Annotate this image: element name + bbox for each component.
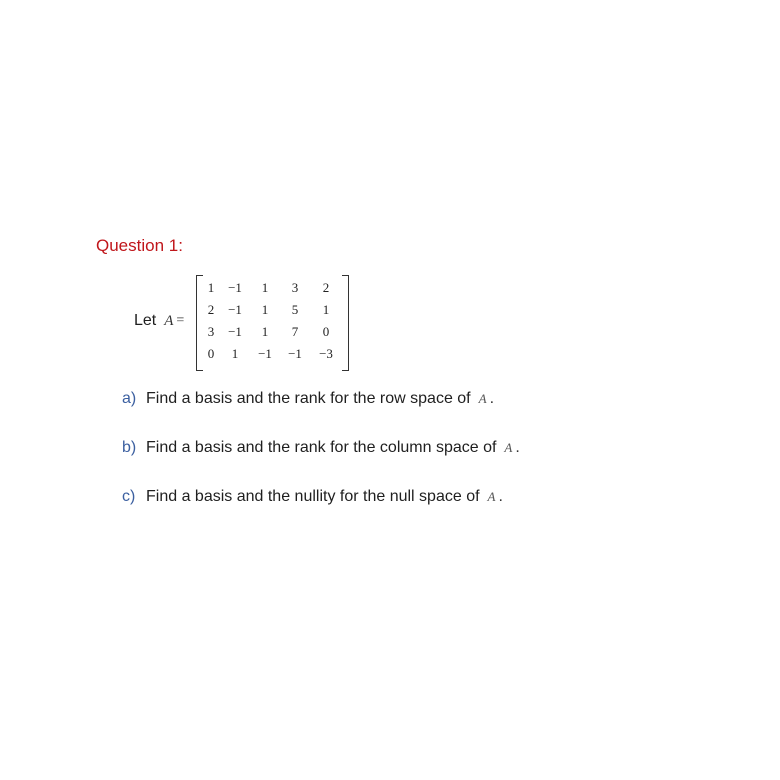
matrix-cell: 2 bbox=[322, 280, 330, 295]
part-a bbox=[122, 390, 494, 408]
part-text: Find a basis and the rank for the column space of bbox=[146, 439, 497, 456]
part-period: . bbox=[498, 488, 503, 505]
part-variable: A bbox=[487, 489, 496, 504]
matrix-cell: 1 bbox=[261, 324, 269, 339]
part-label: a) bbox=[122, 390, 137, 407]
matrix-cell: 1 bbox=[207, 280, 215, 295]
part-variable: A bbox=[478, 391, 487, 406]
matrix-cell: 5 bbox=[291, 302, 299, 317]
matrix-cell: 1 bbox=[261, 280, 269, 295]
matrix-cell: 1 bbox=[231, 346, 239, 361]
matrix-cell: 3 bbox=[291, 280, 299, 295]
matrix-grid bbox=[202, 277, 342, 365]
matrix-cell: 7 bbox=[291, 324, 299, 339]
matrix-cell: 2 bbox=[207, 302, 215, 317]
part-label: b) bbox=[122, 439, 137, 456]
matrix-cell: −3 bbox=[319, 346, 333, 361]
part-text: Find a basis and the rank for the row space of bbox=[146, 390, 471, 407]
part-variable: A bbox=[504, 440, 513, 455]
matrix-definition-label bbox=[134, 312, 184, 330]
matrix-cell: 0 bbox=[207, 346, 215, 361]
let-label: Let bbox=[134, 312, 157, 329]
part-b bbox=[122, 439, 520, 457]
matrix-cell: −1 bbox=[258, 346, 272, 361]
matrix-cell: −1 bbox=[288, 346, 302, 361]
part-text: Find a basis and the nullity for the null space of bbox=[146, 488, 480, 505]
matrix-cell: 0 bbox=[322, 324, 330, 339]
matrix-cell: 1 bbox=[322, 302, 330, 317]
matrix-cell: −1 bbox=[228, 324, 242, 339]
matrix-cell: 3 bbox=[207, 324, 215, 339]
equals-sign: = bbox=[176, 313, 185, 328]
matrix-cell: −1 bbox=[228, 280, 242, 295]
part-c bbox=[122, 488, 503, 506]
matrix-a bbox=[196, 275, 349, 369]
part-period: . bbox=[515, 439, 520, 456]
part-label: c) bbox=[122, 488, 136, 505]
matrix-right-bracket bbox=[342, 275, 349, 371]
matrix-variable: A bbox=[164, 312, 174, 329]
part-period: . bbox=[489, 390, 495, 407]
matrix-cell: 1 bbox=[261, 302, 269, 317]
matrix-cell: −1 bbox=[228, 302, 242, 317]
question-title: Question 1: bbox=[96, 236, 183, 255]
